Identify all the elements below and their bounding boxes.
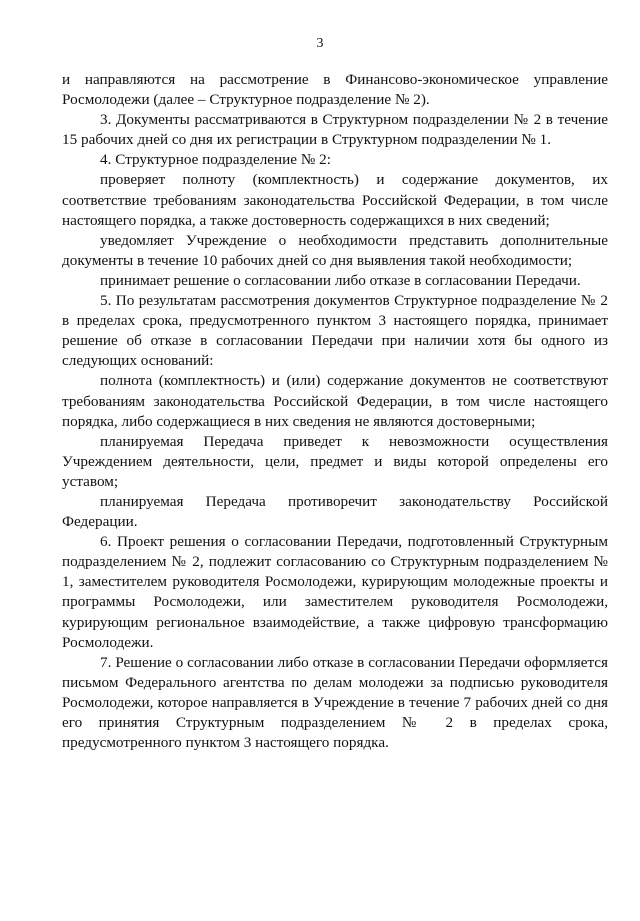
paragraph-item-4: 4. Структурное подразделение № 2: xyxy=(100,151,331,169)
paragraph-item-5-ground-1: полнота (комплектность) и (или) содержание документов не соответствуют требованиям законодательства Российской Федерации, в том числе настоящего порядка, либо содержащиеся в них сведения не являются достоверными; xyxy=(62,372,608,430)
paragraph-continuation: и направляются на рассмотрение в Финансово-экономическое управление Росмолодежи (далее – Структурное подразделение № 2). xyxy=(62,71,608,109)
paragraph-item-5-ground-3: планируемая Передача противоречит законодательству Российской Федерации. xyxy=(62,492,608,531)
document-body xyxy=(62,70,608,753)
paragraph-item-4-notify: уведомляет Учреждение о необходимости представить дополнительные документы в течение 10 рабочих дней со дня выявления такой необходимости; xyxy=(62,231,608,269)
paragraph-item-5: 5. По результатам рассмотрения документов Структурное подразделение № 2 в пределах срока, предусмотренного пунктом 3 настоящего порядка, принимает решение об отказе в согласовании Передачи при наличии хотя бы одного из следующих оснований: xyxy=(62,292,608,370)
paragraph-item-5-ground-2: планируемая Передача приведет к невозможности осуществления Учреждением деятельности, цели, предмет и виды которой определены его уставом; xyxy=(62,432,608,490)
paragraph-item-4-check: проверяет полноту (комплектность) и содержание документов, их соответствие требованиям законодательства Российской Федерации, в том числе настоящего порядка, а также достоверность содержащихся в них сведений; xyxy=(62,171,608,229)
paragraph-item-7: 7. Решение о согласовании либо отказе в согласовании Передачи оформляется письмом Федерального агентства по делам молодежи за подписью руководителя Росмолодежи, которое направляется в Учреждение в течение 7 рабочих дней со дня его принятия Структурным подразделением № 2 в пределах срока, предусмотренного пунктом 3 настоящего порядка. xyxy=(62,653,608,752)
paragraph-item-4-decide: принимает решение о согласовании либо отказе в согласовании Передачи. xyxy=(100,271,581,289)
paragraph-item-3: 3. Документы рассматриваются в Структурном подразделении № 2 в течение 15 рабочих дней со дня их регистрации в Структурном подразделении № 1. xyxy=(62,111,608,149)
paragraph-item-6: 6. Проект решения о согласовании Передачи, подготовленный Структурным подразделением № 2, подлежит согласованию со Структурным подразделением № 1, заместителем руководителя Росмолодежи, курирующим молодежные проекты и программы Росмолодежи, или заместителем руководителя Росмолодежи, курирующим региональное взаимодействие, а также цифровую трансформацию Росмолодежи. xyxy=(62,533,608,651)
page-number: 3 xyxy=(316,36,324,51)
